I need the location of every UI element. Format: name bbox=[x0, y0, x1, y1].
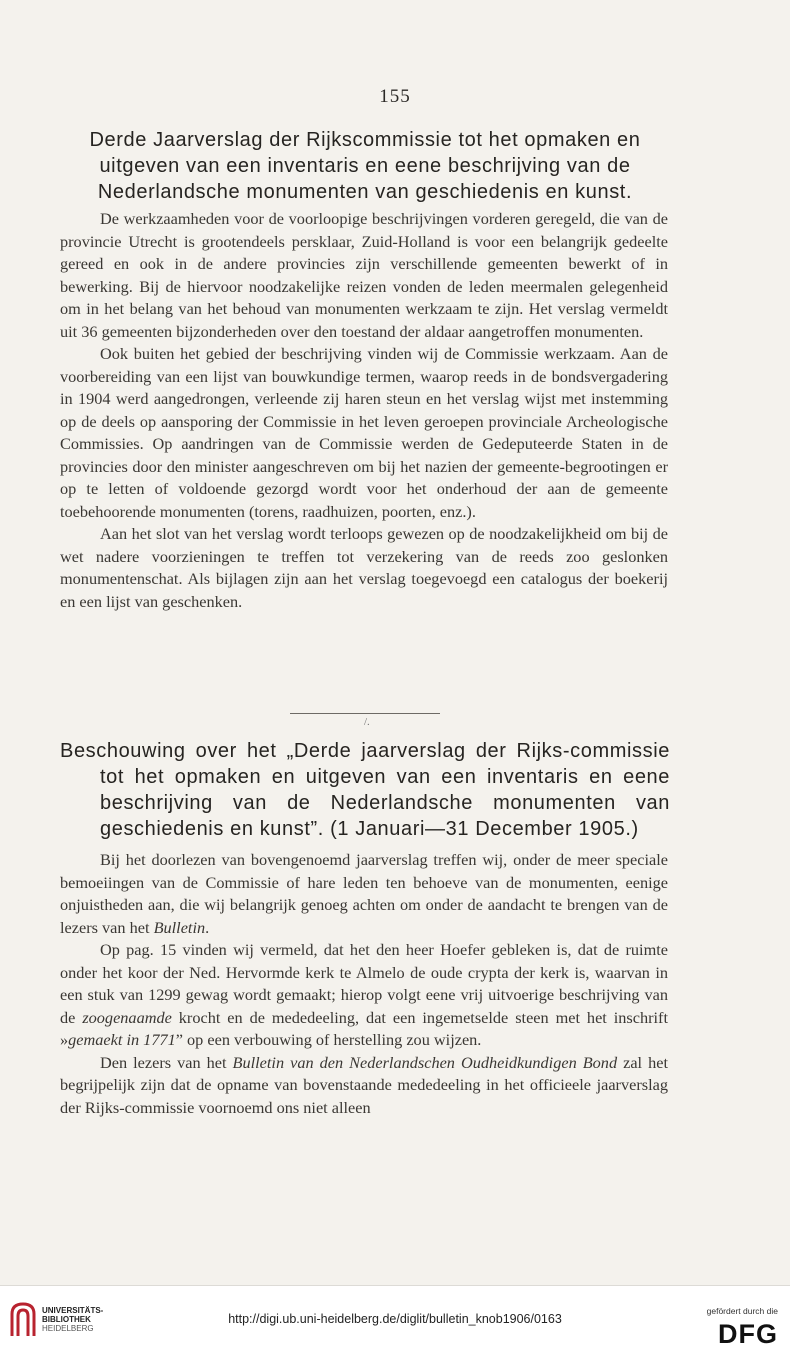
title-line: beschrijving van de Nederlandsche monumenten van bbox=[100, 792, 670, 814]
section-body-2 bbox=[60, 849, 668, 1119]
italic-text: zoogenaamde bbox=[82, 1007, 172, 1027]
title-line: Nederlandsche monumenten van geschiedenis en kunst. bbox=[97, 181, 633, 203]
title-line: geschiedenis en kunst”. (1 Januari—31 December 1905.) bbox=[100, 818, 639, 840]
title-line: Derde Jaarverslag der Rijkscommissie tot het opmaken en bbox=[89, 129, 641, 151]
paragraph: Den lezers van het Bulletin van den Nederlandschen Oudheidkundigen Bond zal het begrijpelijk zijn dat de opname van bovenstaande mededeeling in het officieele jaarverslag der Rijks-commissie voornoemd ons niet alleen bbox=[60, 1052, 668, 1117]
paragraph: Ook buiten het gebied der beschrijving vinden wij de Commissie werkzaam. Aan de voorbereiding van een lijst van bouwkundige termen, waarop reeds in de bondsvergadering in 1904 werd aangedrongen, verleende zij haren steun en het verslag wijst met instemming op de deels op aansporing der Commissie in het leven geroepen provinciale Archeologische Commissies. Op aandringen van de Commissie werden de Gedeputeerde Staten in de provincies door den minister aangeschreven om bij het nazien der gemeente-begrootingen er op te letten of voldoende gezorgd wordt voor het onderhoud der aan de gemeente toebehoorende monumenten (torens, raadhuizen, poorten, enz.). bbox=[60, 344, 668, 521]
paragraph: Bij het doorlezen van bovengenoemd jaarverslag treffen wij, onder de meer speciale bemoeiingen van de Commissie of hare leden ten behoeve van de monumenten, eenige onjuistheden aan, die wij belangrijk genoeg achten om onder de aandacht te brengen van de lezers van het Bulletin. bbox=[60, 850, 668, 937]
paragraph: De werkzaamheden voor de voorloopige beschrijvingen vorderen geregeld, die van de provincie Utrecht is grootendeels persklaar, Zuid-Holland is voor een belangrijk gedeelte gereed en ook in de andere provincies zijn verschillende gemeenten bewerkt of in bewerking. Bij de hiervoor noodzakelijke reizen vonden de leden meermalen gelegenheid om in het belang van het behoud van monumenten werkzaam te zijn. Het verslag vermeldt uit 36 gemeenten bijzonderheden over den toestand der aldaar aangetroffen monumenten. bbox=[60, 209, 668, 341]
footer-bar bbox=[0, 1285, 790, 1356]
section-title-2 bbox=[60, 738, 670, 842]
italic-text: gemaekt in 1771 bbox=[68, 1030, 176, 1049]
sponsor-caption: gefördert durch die bbox=[706, 1306, 778, 1316]
divider-mark: /. bbox=[364, 716, 370, 728]
title-line: Beschouwing over het „Derde jaarverslag der Rijks-commissie bbox=[60, 740, 670, 762]
source-url[interactable]: http://digi.ub.uni-heidelberg.de/diglit/bulletin_knob1906/0163 bbox=[228, 1312, 562, 1326]
section-title-1 bbox=[60, 127, 670, 205]
dfg-logo: DFG bbox=[718, 1319, 778, 1349]
page-number: 155 bbox=[379, 86, 411, 107]
title-line: tot het opmaken en uitgeven van een inventaris en eene bbox=[100, 766, 670, 788]
section-body-1 bbox=[60, 208, 668, 613]
title-line: uitgeven van een inventaris en eene beschrijving van de bbox=[99, 155, 631, 177]
paragraph: Op pag. 15 vinden wij vermeld, dat het den heer Hoefer gebleken is, dat de ruimte onder het koor der Ned. Hervormde kerk te Almelo de oude crypta der kerk is, waarvan in een stuk van 1299 gewag wordt gemaakt; hierop volgt eene vrij uitvoerige beschrijving van de zoogenaamde krocht en de mededeeling, dat een ingemetselde steen met het inschrift »gemaekt in 1771” op een verbouwing of herstelling zou wijzen. bbox=[60, 940, 668, 1049]
paragraph: Aan het slot van het verslag wordt terloops gewezen op de noodzakelijkheid om bij de wet nadere voorzieningen te treffen tot verzekering van de reeds zoo geslonken monumentenschat. Als bijlagen zijn aan het verslag toegevoegd een catalogus der boekerij en een lijst van geschenken. bbox=[60, 524, 668, 611]
italic-text: Bulletin bbox=[153, 917, 206, 937]
italic-text: Bulletin van den Nederlandschen Oudheidkundigen Bond bbox=[232, 1052, 618, 1072]
section-divider bbox=[290, 713, 440, 714]
library-name: UNIVERSITÄTS- BIBLIOTHEK HEIDELBERG bbox=[42, 1306, 104, 1333]
